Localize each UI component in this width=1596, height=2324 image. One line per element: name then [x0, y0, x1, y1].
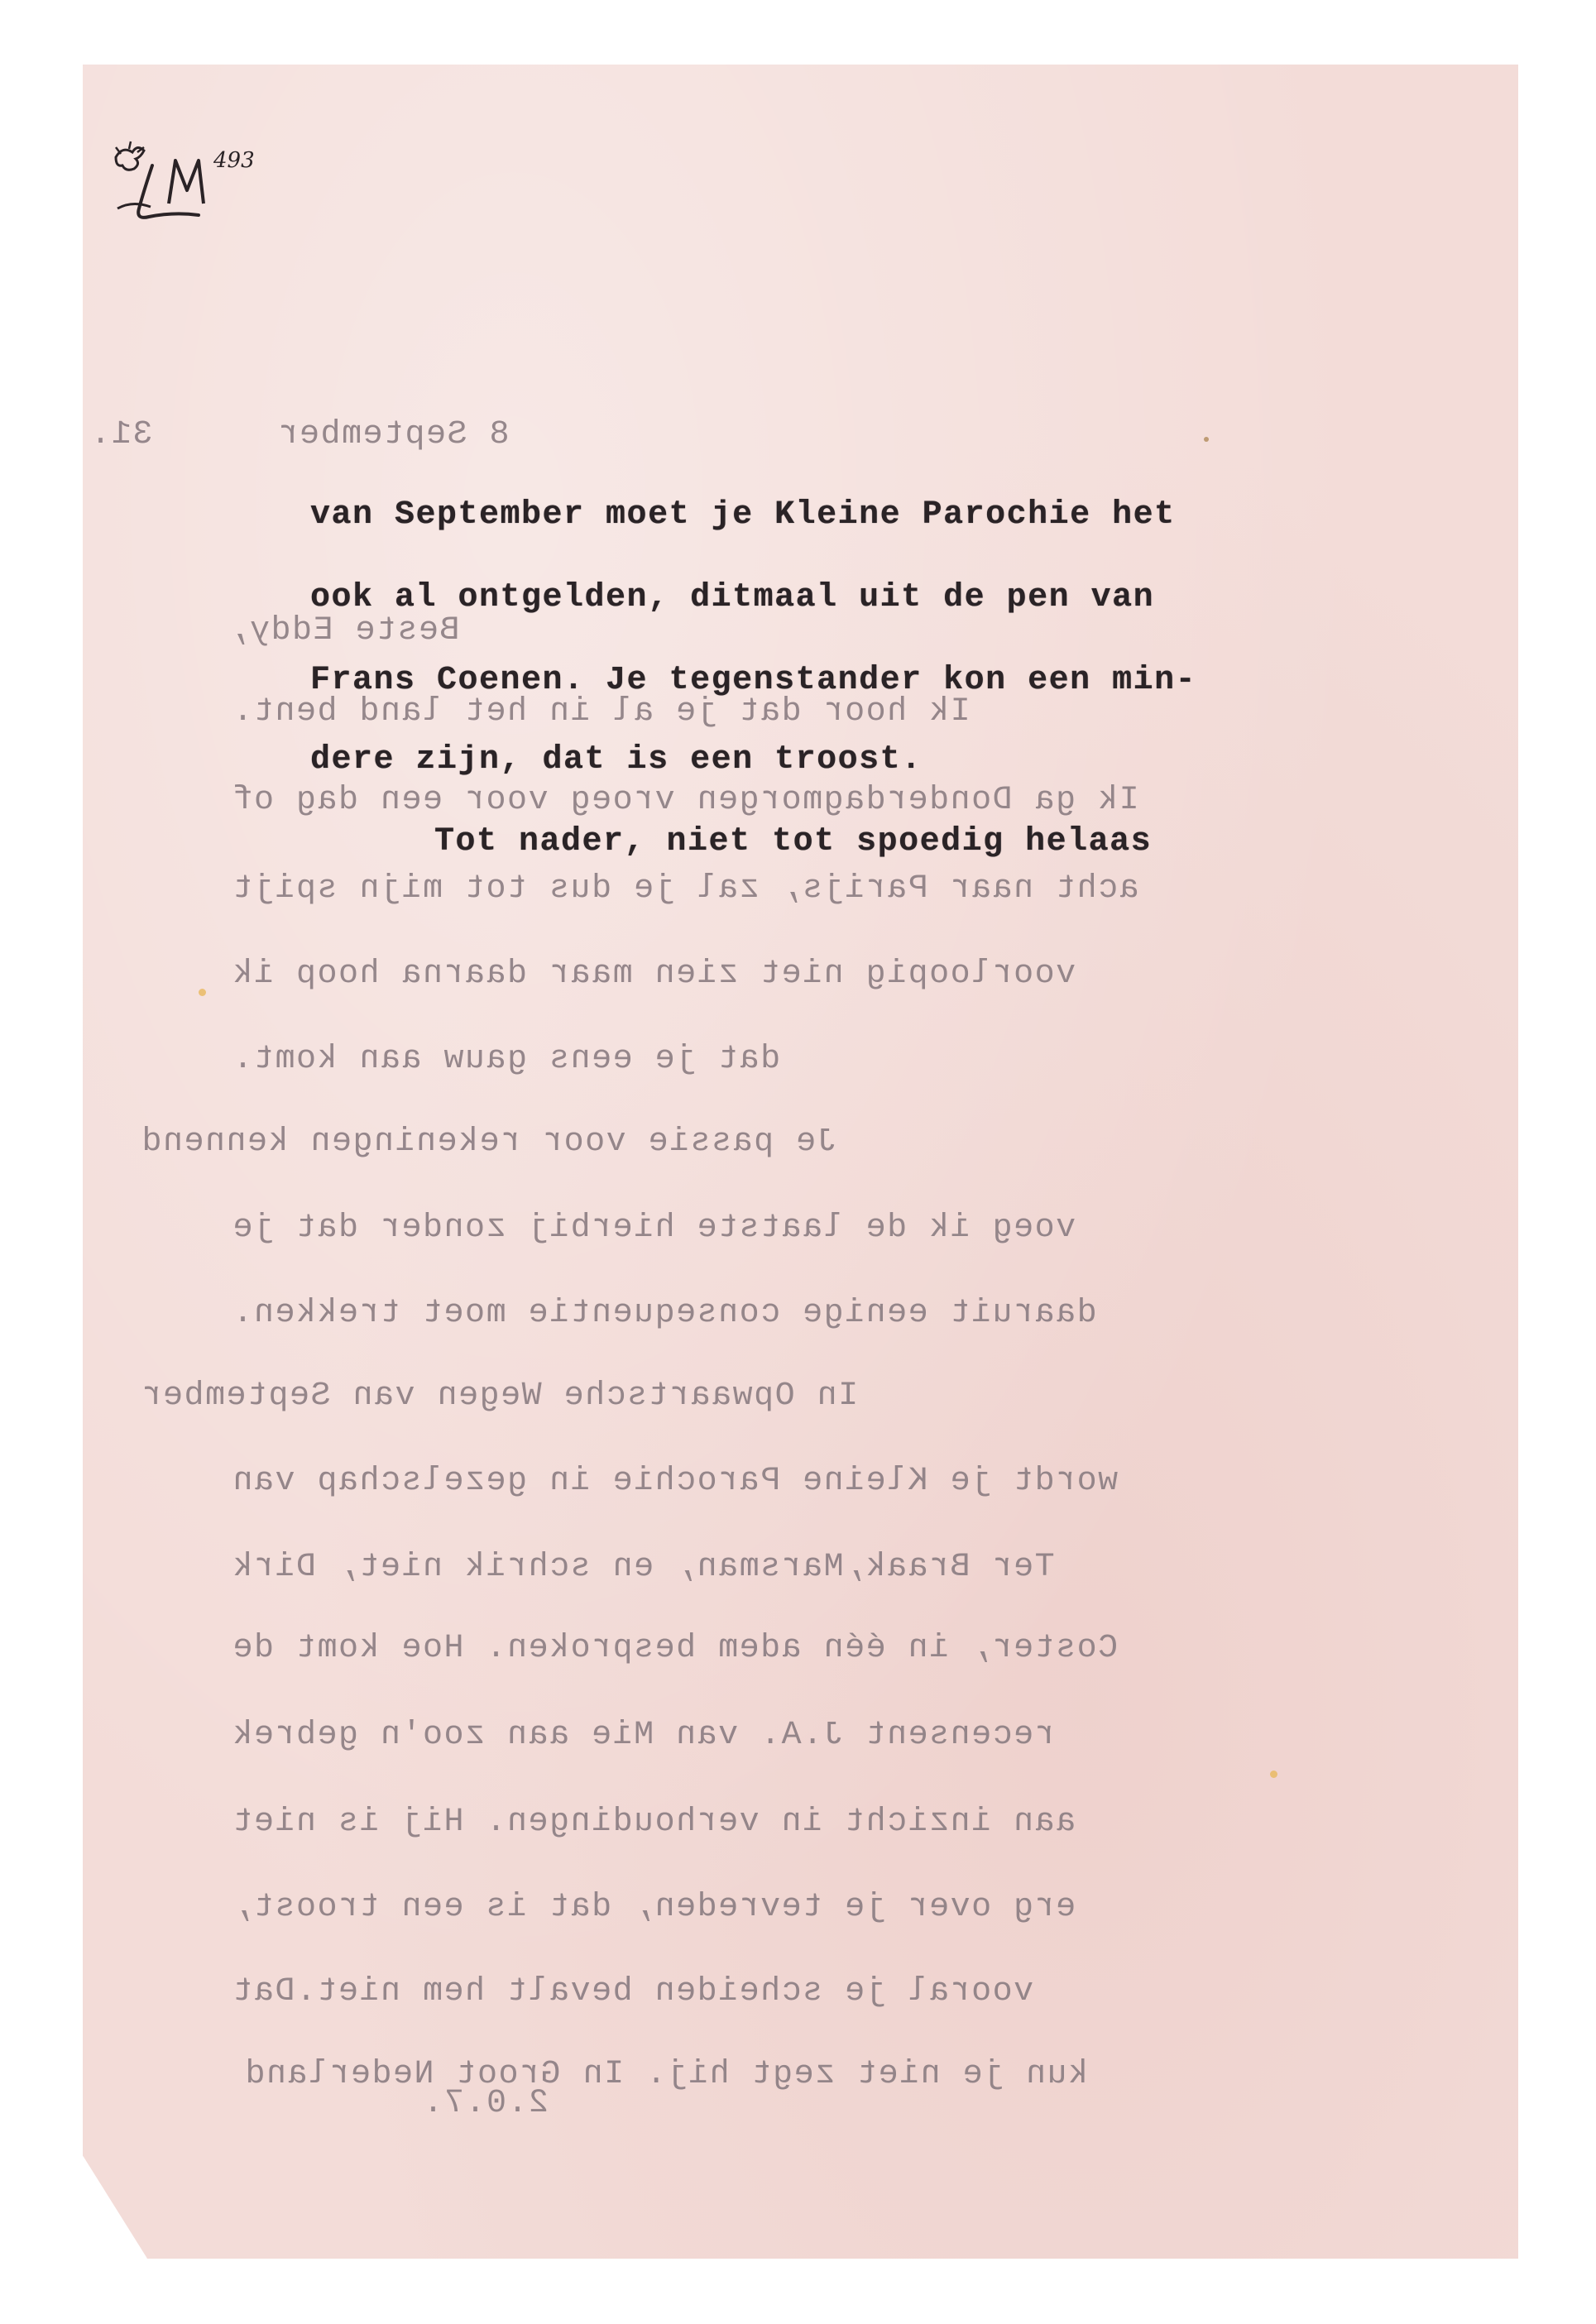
back-line: kun je niet zegt hij. In Groot Nederland: [244, 2056, 1089, 2093]
back-line: voeg ik de laatste hierbij zonder dat je: [232, 1210, 1076, 1247]
back-footer: 2.0.7.: [422, 2085, 549, 2122]
front-line: van September moet je Kleine Parochie het: [310, 496, 1176, 534]
front-line: dere zijn, dat is een troost.: [310, 741, 923, 779]
back-line: In Opwaartsche Wegen van September: [141, 1378, 859, 1415]
monogram-number: 493: [213, 148, 255, 173]
back-line: vooral je scheiden bevalt hem niet.Dat: [232, 1973, 1034, 2010]
back-line: Beste Eddy,: [228, 612, 460, 649]
ink-speck: [1204, 437, 1209, 442]
back-line: Ter Braak,Marsman, en schrik niet, Dirk: [232, 1549, 1055, 1586]
ink-speck: [199, 989, 206, 996]
back-line: erg over je tevreden, dat is een troost,: [232, 1889, 1076, 1926]
back-line: acht naar Parijs, zal je dus tot mijn spijt: [232, 870, 1139, 908]
back-line: aan inzicht in verhoudingen. Hij is niet: [232, 1804, 1076, 1841]
back-date: 8 September: [277, 416, 510, 453]
front-line: Tot nader, niet tot spoedig helaas: [434, 823, 1153, 860]
front-line: Frans Coenen. Je tegenstander kon een min-: [310, 662, 1197, 699]
back-line: Coster, in één adem besproken. Hoe komt de: [232, 1630, 1119, 1667]
letter-sheet: [83, 65, 1518, 2259]
front-line: ook al ontgelden, ditmaal uit de pen van: [310, 579, 1155, 616]
back-line: Ik ga Donderdagmorgen vroeg voor een dag of: [232, 782, 1139, 819]
back-line: daaruit eenige consequentie moet trekken.: [232, 1295, 1097, 1332]
back-line: recensent J.A. van Mie aan zoo'n gebrek: [232, 1717, 1055, 1754]
back-line: Ik hoor dat je al in het land bent.: [232, 693, 971, 731]
back-line: wordt je Kleine Parochie in gezelschap van: [232, 1463, 1119, 1500]
monogram-stamp: [101, 132, 291, 223]
back-line: Je passie voor rekeningen kennend: [141, 1124, 837, 1161]
back-year: 31.: [89, 416, 153, 453]
ink-speck: [1270, 1771, 1277, 1778]
back-line: voorloopig niet zien maar daarna hoop ik: [232, 956, 1076, 993]
back-line: dat je eens gauw aan komt.: [232, 1041, 781, 1078]
